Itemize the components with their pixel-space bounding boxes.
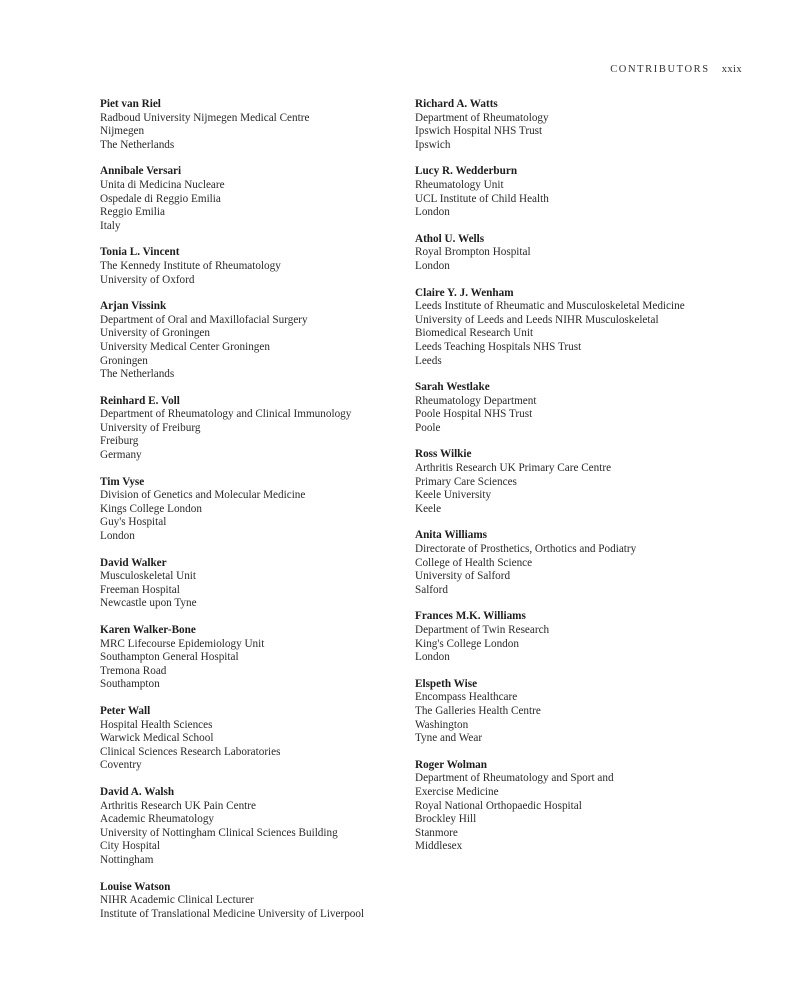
affiliation-line: Department of Rheumatology and Clinical Immunology (100, 408, 352, 421)
affiliation-line: Directorate of Prosthetics, Orthotics and Podiatry (415, 543, 637, 556)
contributor-entry-anita-williams (415, 529, 745, 597)
contributor-name: Roger Wolman (415, 758, 487, 771)
contributor-entry-elspeth-wise (415, 678, 745, 746)
affiliation-line: Kings College London (100, 502, 202, 515)
affiliation-line: University of Freiburg (100, 421, 201, 434)
affiliation-line: Hospital Health Sciences (100, 718, 213, 731)
affiliation-line: Ipswich Hospital NHS Trust (415, 125, 543, 138)
affiliation-line: London (415, 259, 450, 272)
contributor-name: Annibale Versari (100, 165, 182, 178)
affiliation-line: The Galleries Health Centre (415, 704, 541, 717)
affiliation-line: Department of Rheumatology (415, 111, 549, 124)
contributor-name: Elspeth Wise (415, 677, 478, 690)
affiliation-line: Primary Care Sciences (415, 475, 517, 488)
affiliation-line: Poole (415, 421, 441, 434)
contributor-name: Frances M.K. Williams (415, 610, 526, 623)
affiliation-line: Royal Brompton Hospital (415, 246, 531, 259)
affiliation-line: Tremona Road (100, 664, 167, 677)
contributor-entry-karen-walker-bone (100, 624, 400, 692)
affiliation-line: King's College London (415, 637, 519, 650)
affiliation-line: Stanmore (415, 826, 458, 839)
contributor-name: Richard A. Watts (415, 98, 498, 110)
affiliation-line: University of Leeds and Leeds NIHR Musculoskeletal (415, 313, 659, 326)
contributor-name: Athol U. Wells (415, 232, 485, 245)
contributor-name: David A. Walsh (100, 785, 175, 798)
contributor-name: Karen Walker-Bone (100, 624, 196, 636)
affiliation-line: Ipswich (415, 138, 451, 151)
contributor-entry-david-a-walsh (100, 786, 400, 868)
affiliation-line: Musculoskeletal Unit (100, 570, 197, 583)
affiliation-line: Leeds Teaching Hospitals NHS Trust (415, 340, 582, 353)
affiliation-line: Italy (100, 219, 121, 232)
affiliation-line: University of Nottingham Clinical Sciences Building (100, 826, 338, 839)
affiliation-line: Clinical Sciences Research Laboratories (100, 745, 281, 758)
affiliation-line: Warwick Medical School (100, 732, 214, 745)
affiliation-line: University Medical Center Groningen (100, 340, 270, 353)
affiliation-line: Nottingham (100, 853, 154, 866)
affiliation-line: Salford (415, 583, 448, 596)
affiliation-line: Coventry (100, 759, 142, 772)
affiliation-line: Guy's Hospital (100, 516, 167, 529)
affiliation-line: Freeman Hospital (100, 583, 180, 596)
affiliation-line: Radboud University Nijmegen Medical Centre (100, 111, 310, 124)
affiliation-line: Unita di Medicina Nucleare (100, 178, 225, 191)
contributor-name: Tim Vyse (100, 475, 145, 488)
contributor-entry-tim-vyse (100, 476, 400, 544)
contributor-name: Reinhard E. Voll (100, 394, 180, 407)
affiliation-line: Freiburg (100, 435, 139, 448)
affiliation-line: Leeds Institute of Rheumatic and Musculoskeletal Medicine (415, 300, 685, 313)
affiliation-line: College of Health Science (415, 556, 533, 569)
affiliation-line: MRC Lifecourse Epidemiology Unit (100, 637, 265, 650)
contributor-entry-claire-y-j-wenham (415, 287, 745, 369)
contributor-name: Anita Williams (415, 529, 488, 542)
affiliation-line: London (100, 530, 135, 543)
contributor-entry-arjan-vissink (100, 300, 400, 382)
affiliation-line: Institute of Translational Medicine University of Liverpool (100, 907, 365, 920)
contributor-entry-peter-wall (100, 705, 400, 773)
affiliation-line: Middlesex (415, 840, 463, 853)
contributor-name: Piet van Riel (100, 98, 161, 110)
contributor-entry-athol-u-wells (415, 233, 745, 274)
affiliation-line: Department of Oral and Maxillofacial Surgery (100, 313, 308, 326)
affiliation-line: Washington (415, 718, 469, 731)
affiliation-line: Newcastle upon Tyne (100, 597, 197, 610)
affiliation-line: Keele (415, 502, 442, 515)
affiliation-line: Southampton General Hospital (100, 651, 239, 664)
affiliation-line: City Hospital (100, 840, 160, 853)
affiliation-line: Exercise Medicine (415, 785, 499, 798)
contributor-entry-lucy-r-wedderburn (415, 165, 745, 219)
running-head (610, 64, 742, 75)
contributor-entry-tonia-l-vincent (100, 246, 400, 287)
contributor-entry-roger-wolman (415, 759, 745, 854)
affiliation-line: London (415, 651, 450, 664)
affiliation-line: Germany (100, 449, 142, 462)
contributor-entry-sarah-westlake (415, 381, 745, 435)
affiliation-line: Division of Genetics and Molecular Medicine (100, 489, 306, 502)
affiliation-line: Groningen (100, 354, 148, 367)
contributor-name: Ross Wilkie (415, 448, 472, 461)
affiliation-line: NIHR Academic Clinical Lecturer (100, 894, 254, 907)
contributor-entry-david-walker (100, 557, 400, 611)
contributor-name: Tonia L. Vincent (100, 246, 180, 259)
affiliation-line: London (415, 206, 450, 219)
affiliation-line: Royal National Orthopaedic Hospital (415, 799, 582, 812)
affiliation-line: Department of Twin Research (415, 624, 550, 636)
affiliation-line: Encompass Healthcare (415, 691, 518, 704)
affiliation-line: Biomedical Research Unit (415, 327, 534, 340)
contributor-entry-ross-wilkie (415, 448, 745, 516)
affiliation-line: Reggio Emilia (100, 206, 165, 219)
contributor-name: Louise Watson (100, 880, 171, 893)
affiliation-line: Southampton (100, 678, 160, 691)
section-title: CONTRIBUTORS (610, 64, 710, 75)
contributors-right-column (415, 98, 745, 867)
page-number: xxix (721, 64, 742, 75)
affiliation-line: University of Salford (415, 570, 511, 583)
affiliation-line: Academic Rheumatology (100, 813, 215, 826)
affiliation-line: Poole Hospital NHS Trust (415, 408, 533, 421)
contributor-entry-frances-m-k-williams (415, 610, 745, 664)
contributor-name: Sarah Westlake (415, 381, 490, 394)
affiliation-line: Rheumatology Unit (415, 178, 504, 191)
contributor-name: Lucy R. Wedderburn (415, 165, 518, 178)
affiliation-line: UCL Institute of Child Health (415, 192, 549, 205)
affiliation-line: Leeds (415, 354, 442, 367)
affiliation-line: Arthritis Research UK Pain Centre (100, 799, 256, 812)
contributor-name: Peter Wall (100, 704, 151, 717)
contributor-name: Claire Y. J. Wenham (415, 286, 514, 299)
contributors-left-column (100, 98, 400, 934)
contributor-entry-louise-watson (100, 881, 400, 922)
contributor-name: Arjan Vissink (100, 300, 167, 313)
contributor-entry-reinhard-e-voll (100, 395, 400, 463)
contributor-name: David Walker (100, 556, 167, 569)
affiliation-line: Department of Rheumatology and Sport and (415, 772, 614, 785)
affiliation-line: The Kennedy Institute of Rheumatology (100, 259, 281, 272)
affiliation-line: Ospedale di Reggio Emilia (100, 192, 221, 205)
contributor-entry-piet-van-riel (100, 98, 400, 152)
affiliation-line: Keele University (415, 489, 492, 502)
affiliation-line: Nijmegen (100, 125, 145, 138)
contributor-entry-richard-a-watts (415, 98, 745, 152)
affiliation-line: Arthritis Research UK Primary Care Centre (415, 462, 612, 475)
affiliation-line: Brockley Hill (415, 813, 477, 826)
affiliation-line: Rheumatology Department (415, 394, 537, 407)
affiliation-line: University of Groningen (100, 327, 210, 340)
contributor-entry-annibale-versari (100, 165, 400, 233)
affiliation-line: Tyne and Wear (415, 732, 483, 745)
affiliation-line: The Netherlands (100, 138, 175, 151)
affiliation-line: University of Oxford (100, 273, 195, 286)
affiliation-line: The Netherlands (100, 368, 175, 381)
